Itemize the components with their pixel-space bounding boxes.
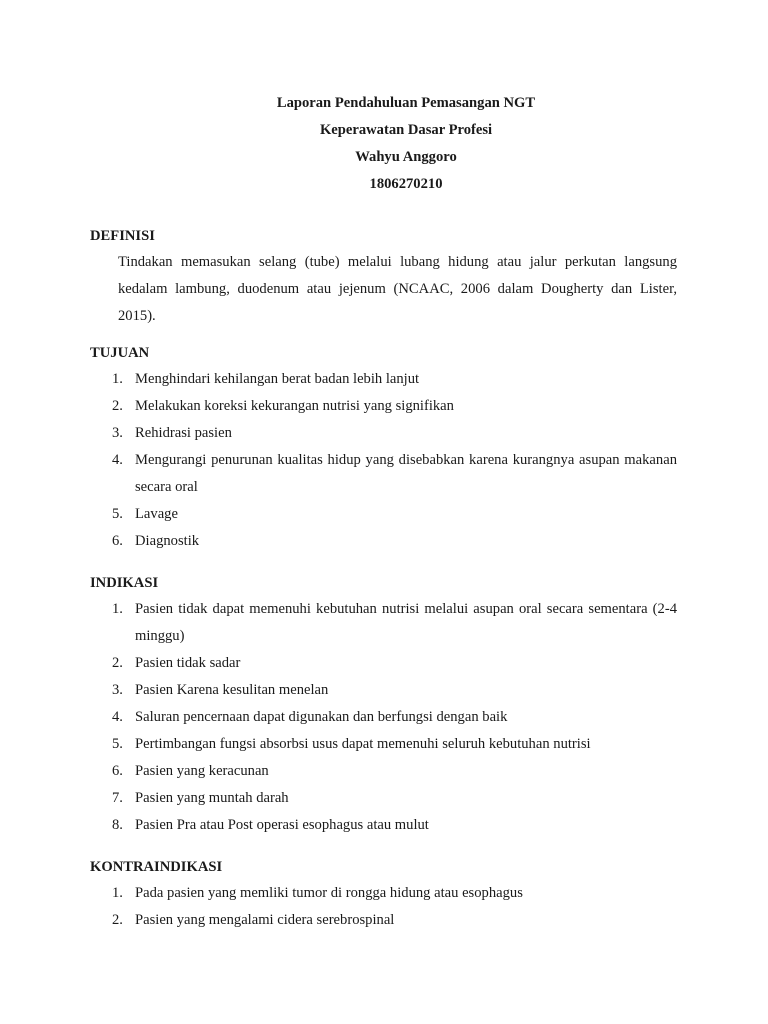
list-item-number: 5.	[112, 736, 123, 752]
document-header	[0, 92, 768, 200]
document-title: Laporan Pendahuluan Pemasangan NGT	[276, 95, 536, 111]
list-item	[90, 393, 677, 420]
list-item-number: 1.	[112, 885, 123, 901]
list-item	[90, 785, 677, 812]
list-item	[90, 366, 677, 393]
list-item	[90, 731, 677, 758]
document-subtitle: Keperawatan Dasar Profesi	[319, 122, 493, 138]
list-item	[90, 650, 677, 677]
list-item	[90, 880, 677, 907]
kontraindikasi-list	[90, 880, 677, 934]
section-heading-kontraindikasi: KONTRAINDIKASI	[90, 859, 223, 875]
list-item-text: Pasien tidak sadar	[135, 655, 241, 671]
list-item-text: Diagnostik	[135, 533, 200, 549]
section-heading-definisi: DEFINISI	[90, 228, 155, 244]
definisi-paragraph: Tindakan memasukan selang (tube) melalui lubang hidung atau jalur perkutan langsung kedalam lambung, duodenum atau jejenum (NCAAC, 2006 dalam Dougherty dan Lister, 2015).	[118, 254, 677, 324]
list-item-number: 2.	[112, 655, 123, 671]
list-item-number: 4.	[112, 709, 123, 725]
list-item-number: 6.	[112, 763, 123, 779]
list-item-text: Pasien yang muntah darah	[135, 790, 289, 806]
list-item-text: Pasien tidak dapat memenuhi kebutuhan nutrisi melalui asupan oral secara sementara (2-4 minggu)	[135, 601, 677, 644]
list-item-number: 1.	[112, 601, 123, 617]
list-item	[90, 528, 677, 555]
list-item-text: Pasien Pra atau Post operasi esophagus atau mulut	[135, 817, 429, 833]
list-item-number: 2.	[112, 912, 123, 928]
list-item-text: Mengurangi penurunan kualitas hidup yang disebabkan karena kurangnya asupan makanan secara oral	[135, 452, 677, 495]
list-item-text: Lavage	[135, 506, 178, 522]
list-item-number: 3.	[112, 425, 123, 441]
list-item	[90, 501, 677, 528]
list-item-text: Pertimbangan fungsi absorbsi usus dapat memenuhi seluruh kebutuhan nutrisi	[135, 736, 591, 752]
list-item-text: Menghindari kehilangan berat badan lebih lanjut	[135, 371, 420, 387]
list-item	[90, 677, 677, 704]
list-item-number: 2.	[112, 398, 123, 414]
indikasi-list	[90, 596, 677, 839]
section-heading-tujuan: TUJUAN	[90, 345, 150, 361]
tujuan-list	[90, 366, 677, 555]
list-item	[90, 704, 677, 731]
list-item	[90, 596, 677, 650]
list-item-text: Melakukan koreksi kekurangan nutrisi yang signifikan	[135, 398, 454, 414]
list-item	[90, 907, 677, 934]
list-item	[90, 812, 677, 839]
list-item-text: Rehidrasi pasien	[135, 425, 232, 441]
list-item-number: 1.	[112, 371, 123, 387]
list-item-number: 4.	[112, 452, 123, 468]
list-item-text: Pada pasien yang memliki tumor di rongga hidung atau esophagus	[135, 885, 523, 901]
list-item-text: Pasien yang keracunan	[135, 763, 269, 779]
student-id: 1806270210	[369, 176, 443, 192]
list-item-text: Saluran pencernaan dapat digunakan dan berfungsi dengan baik	[135, 709, 508, 725]
list-item-number: 3.	[112, 682, 123, 698]
list-item-text: Pasien Karena kesulitan menelan	[135, 682, 329, 698]
list-item-number: 6.	[112, 533, 123, 549]
list-item	[90, 447, 677, 501]
author-name: Wahyu Anggoro	[355, 149, 457, 165]
list-item-number: 5.	[112, 506, 123, 522]
list-item-number: 8.	[112, 817, 123, 833]
section-heading-indikasi: INDIKASI	[90, 575, 159, 591]
list-item-number: 7.	[112, 790, 123, 806]
list-item-text: Pasien yang mengalami cidera serebrospinal	[135, 912, 395, 928]
list-item	[90, 758, 677, 785]
list-item	[90, 420, 677, 447]
